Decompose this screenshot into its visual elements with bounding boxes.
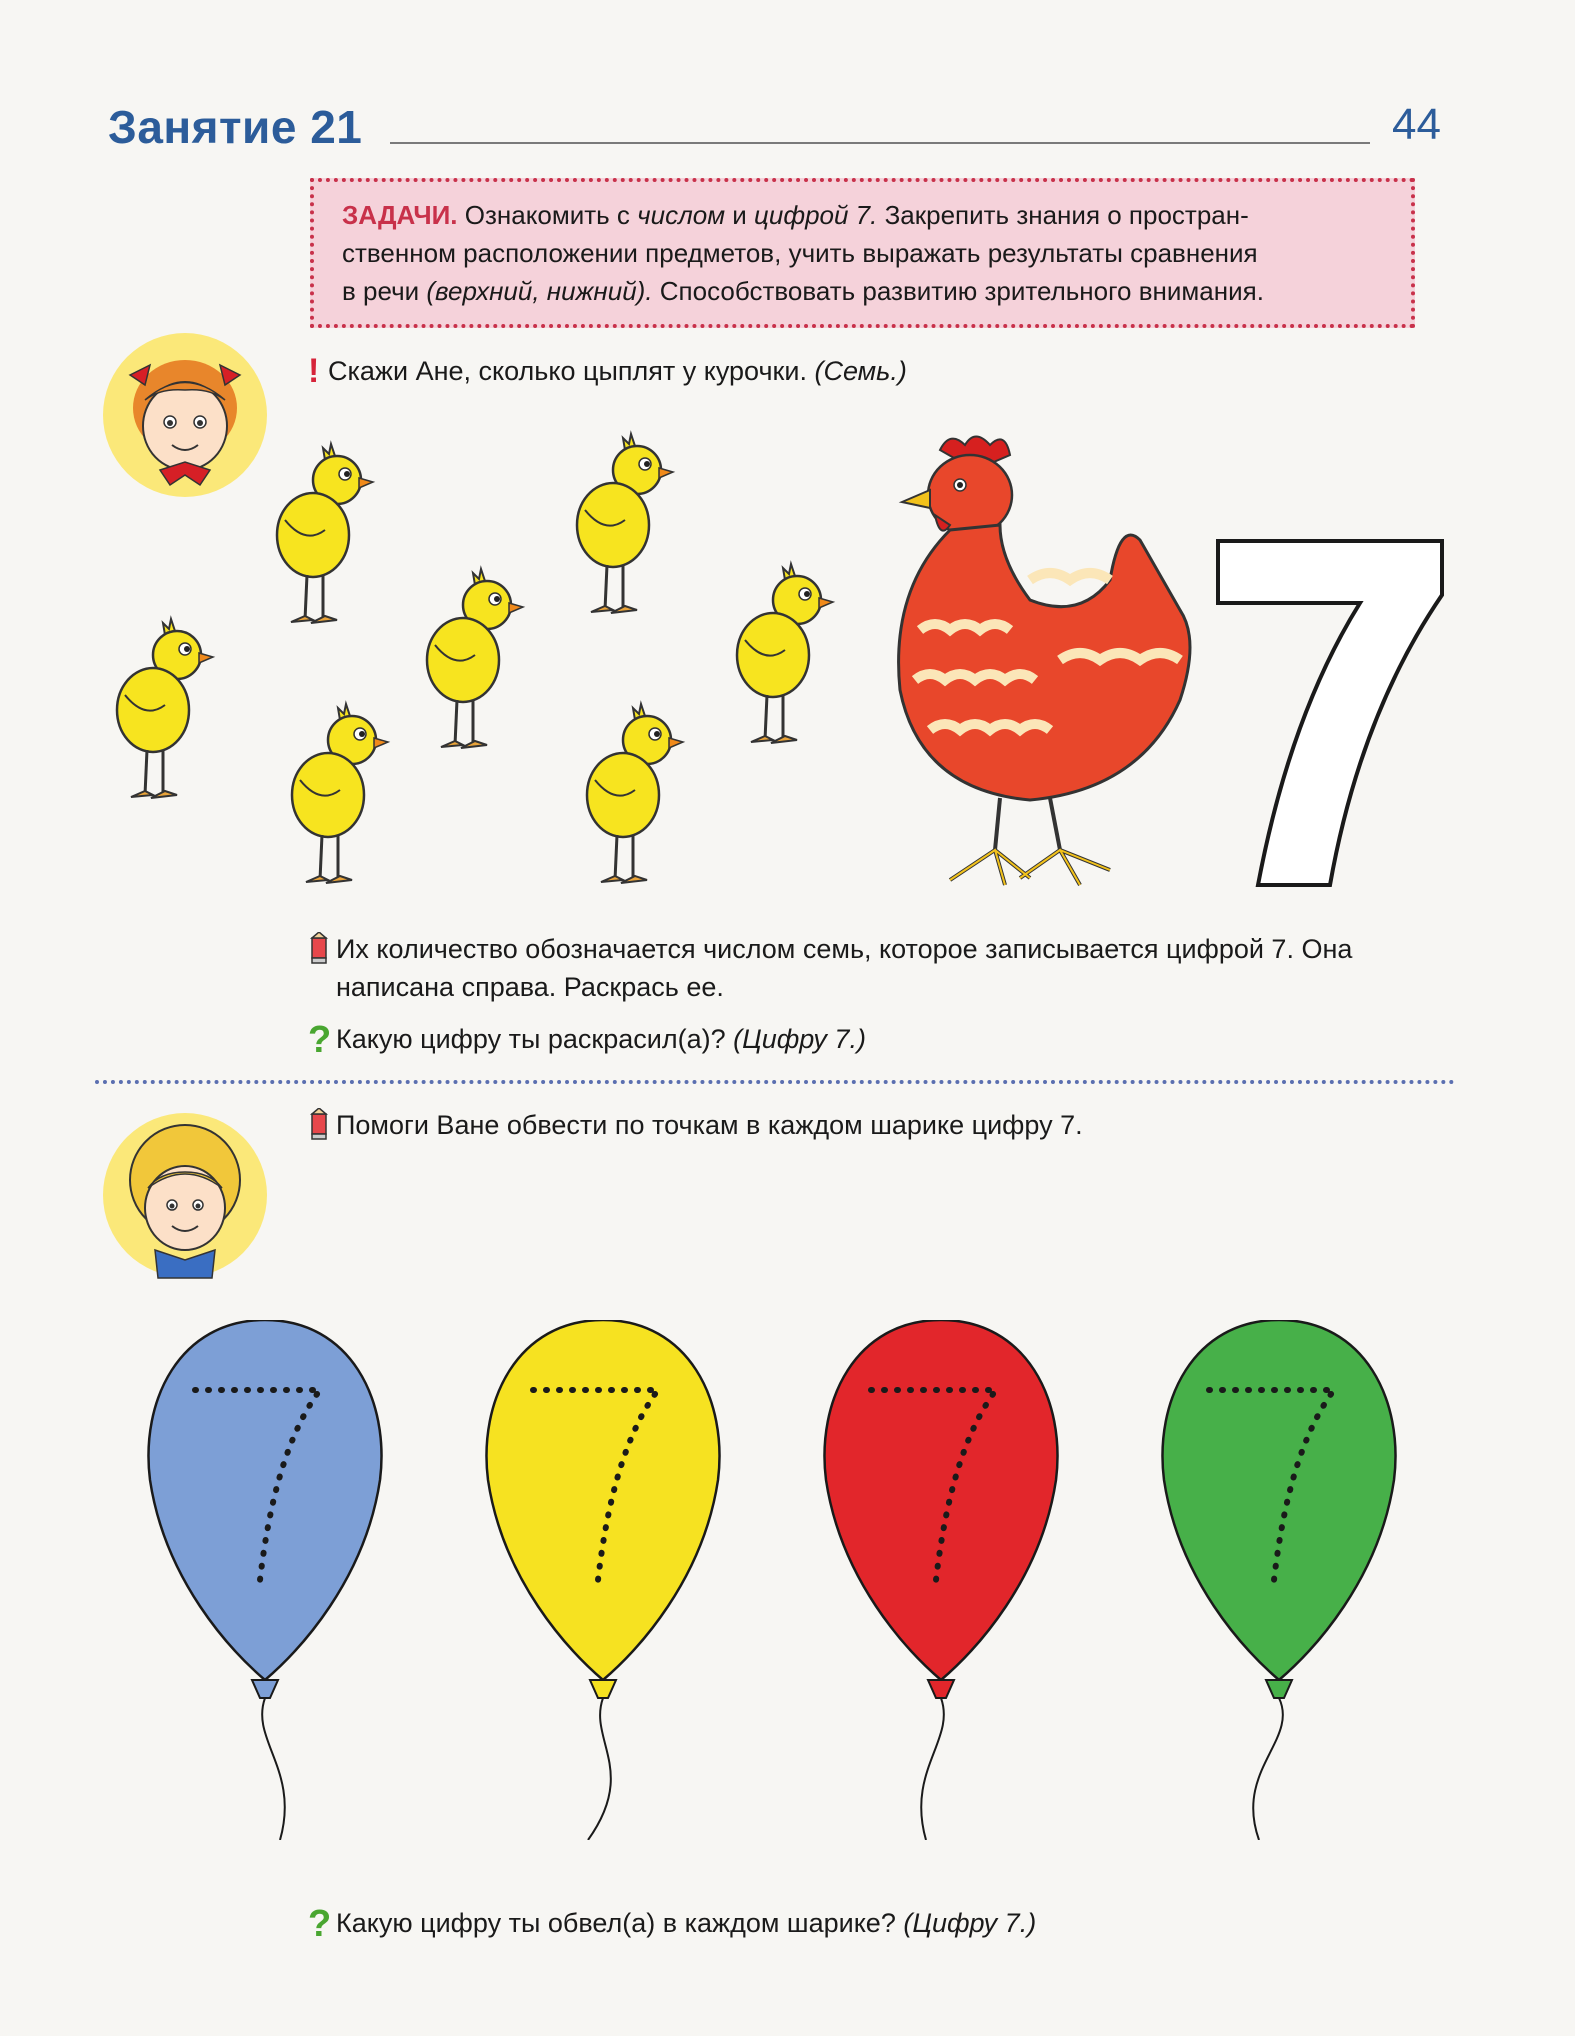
chicks-illustration [95, 420, 885, 900]
question-text: Какую цифру ты обвел(а) в каждом шарике? [336, 1908, 896, 1938]
instruction-text: Помоги Ване обвести по точкам в каждом шарике цифру 7. [336, 1110, 1083, 1140]
question-text: Какую цифру ты раскрасил(а)? [336, 1024, 726, 1054]
balloons [140, 1320, 1440, 1840]
lesson-title: Занятие 21 [108, 101, 363, 153]
tasks-text: Закрепить знания о простран- [877, 200, 1249, 230]
tasks-box [310, 178, 1415, 328]
chick-1 [117, 619, 213, 798]
tasks-text: в речи [342, 276, 427, 306]
pencil-icon [308, 932, 330, 964]
tasks-text: Способствовать развитию зрительного внимания. [652, 276, 1264, 306]
tasks-text: и [725, 200, 755, 230]
balloon-red [824, 1320, 1057, 1840]
question-icon: ? [308, 1903, 332, 1945]
title-rule [390, 142, 1370, 144]
hen-illustration [880, 430, 1210, 900]
chick-3 [292, 704, 388, 883]
trace-instruction [308, 1106, 1083, 1144]
balloon-blue [148, 1320, 381, 1840]
balloon-green [1162, 1320, 1395, 1840]
color-digit-question [308, 1020, 866, 1059]
pencil-icon [308, 1108, 330, 1140]
question-answer: (Цифру 7.) [903, 1908, 1037, 1938]
question-answer: (Цифру 7.) [733, 1024, 866, 1054]
tasks-italic: (верхний, нижний). [426, 276, 653, 306]
chick-6 [587, 704, 683, 883]
tasks-line-3 [342, 272, 1383, 310]
chick-4 [427, 569, 523, 748]
prompt-answer: (Семь.) [814, 356, 907, 386]
explanation-line-1 [308, 930, 1352, 968]
count-chicks-prompt [308, 352, 907, 390]
chick-5 [577, 434, 673, 613]
tasks-label: ЗАДАЧИ. [342, 200, 458, 230]
tasks-line-2: ственном расположении предметов, учить выражать результаты сравнения [342, 238, 1258, 268]
tasks-italic: цифрой 7. [754, 200, 878, 230]
exclamation-icon: ! [308, 352, 320, 390]
chick-2 [277, 444, 373, 623]
explanation-text: Их количество обозначается числом семь, которое записывается цифрой 7. Она [336, 934, 1353, 964]
prompt-text: Скажи Ане, сколько цыплят у курочки. [328, 356, 807, 386]
traced-digit-question [308, 1904, 1036, 1943]
section-divider [95, 1080, 1455, 1084]
tasks-italic: числом [637, 200, 726, 230]
page-number: 44 [1392, 100, 1441, 149]
tasks-text: Ознакомить с [457, 200, 638, 230]
tasks-line-1 [342, 196, 1383, 234]
chick-7 [737, 564, 833, 743]
explanation-line-2: написана справа. Раскрась ее. [336, 972, 724, 1002]
question-icon: ? [308, 1019, 332, 1061]
big-digit-seven [1210, 535, 1450, 895]
boy-avatar [100, 1110, 270, 1280]
balloon-yellow [486, 1320, 719, 1840]
